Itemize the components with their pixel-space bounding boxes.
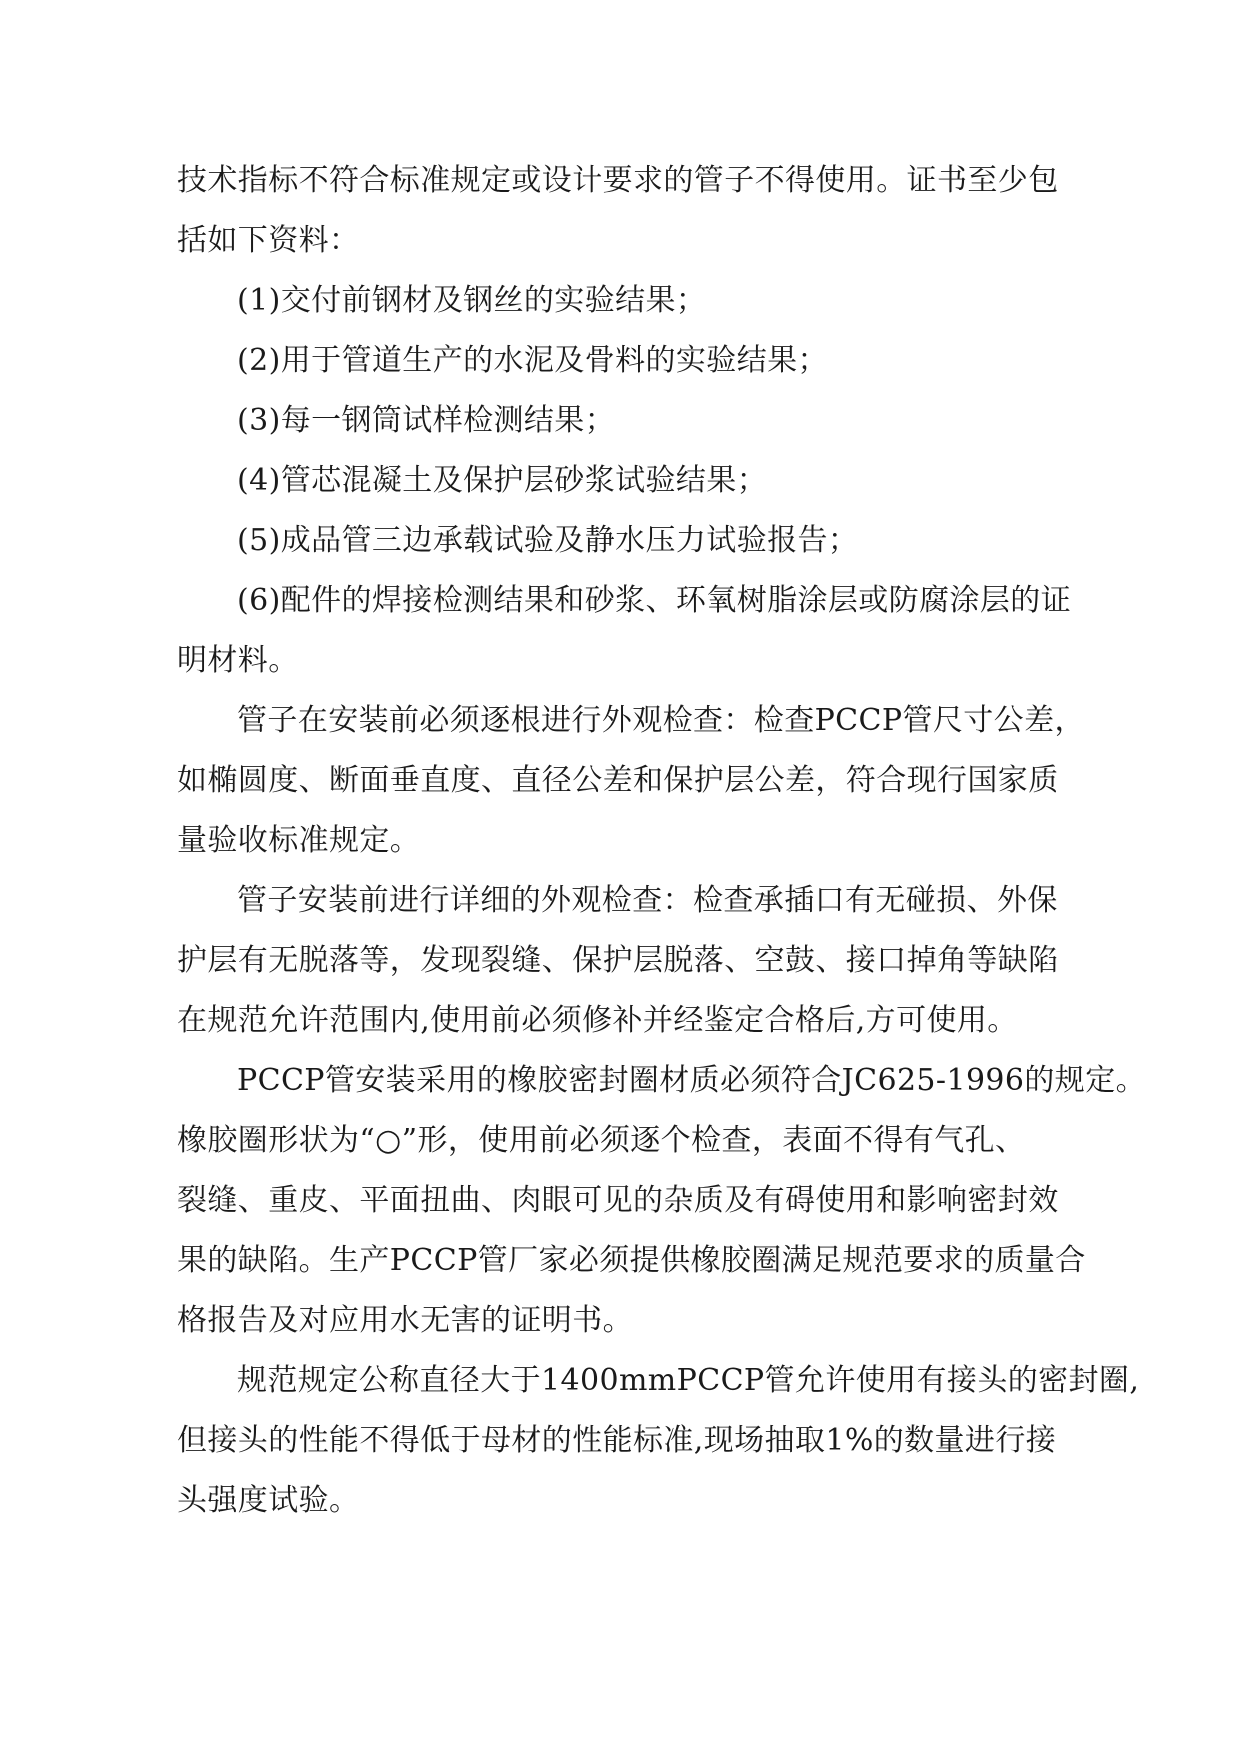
list-item-concrete-tests xyxy=(177,451,1077,511)
text-line: 果的缺陷。生产PCCP管厂家必须提供橡胶圈满足规范要求的质量合 xyxy=(177,1243,1086,1278)
text-line: (1)交付前钢材及钢丝的实验结果； xyxy=(237,283,707,318)
text-line: PCCP管安装采用的橡胶密封圈材质必须符合JC625-1996的规定。 xyxy=(237,1063,1147,1098)
text-line: 护层有无脱落等，发现裂缝、保护层脱落、空鼓、接口掉角等缺陷 xyxy=(177,943,1059,978)
list-item-fittings-proof xyxy=(177,571,1077,691)
text-line: 量验收标准规定。 xyxy=(177,823,421,858)
list-item-steel-tests xyxy=(177,271,1077,331)
list-item-pipe-tests xyxy=(177,511,1077,571)
text-line: (3)每一钢筒试样检测结果； xyxy=(237,403,616,438)
paragraph-seal-joints xyxy=(177,1351,1140,1531)
text-line: 在规范允许范围内,使用前必须修补并经鉴定合格后,方可使用。 xyxy=(177,1003,1018,1038)
paragraph-requirements-intro xyxy=(177,151,1077,271)
text-line: 橡胶圈形状为“○”形，使用前必须逐个检查，表面不得有气孔、 xyxy=(177,1123,1026,1158)
text-line: (2)用于管道生产的水泥及骨料的实验结果； xyxy=(237,343,828,378)
text-line: (4)管芯混凝土及保护层砂浆试验结果； xyxy=(237,463,768,498)
text-line: 括如下资料： xyxy=(177,223,360,258)
text-line: 技术指标不符合标准规定或设计要求的管子不得使用。证书至少包 xyxy=(177,163,1059,198)
document-body xyxy=(177,151,1147,1531)
list-item-cement-tests xyxy=(177,331,1077,391)
text-line: (6)配件的焊接检测结果和砂浆、环氧树脂涂层或防腐涂层的证 xyxy=(237,583,1072,618)
text-line: 规范规定公称直径大于1400mmPCCP管允许使用有接头的密封圈, xyxy=(237,1363,1140,1398)
list-item-cylinder-tests xyxy=(177,391,1077,451)
text-line: 管子在安装前必须逐根进行外观检查：检查PCCP管尺寸公差， xyxy=(237,703,1085,738)
text-line: 但接头的性能不得低于母材的性能标准,现场抽取1%的数量进行接 xyxy=(177,1423,1057,1458)
text-line: 明材料。 xyxy=(177,643,299,678)
text-line: 格报告及对应用水无害的证明书。 xyxy=(177,1303,633,1338)
text-line: 管子安装前进行详细的外观检查：检查承插口有无碰损、外保 xyxy=(237,883,1058,918)
paragraph-rubber-seal xyxy=(177,1051,1147,1351)
text-line: 裂缝、重皮、平面扭曲、肉眼可见的杂质及有碍使用和影响密封效 xyxy=(177,1183,1059,1218)
paragraph-appearance-check xyxy=(177,691,1085,871)
text-line: 如椭圆度、断面垂直度、直径公差和保护层公差，符合现行国家质 xyxy=(177,763,1059,798)
text-line: 头强度试验。 xyxy=(177,1483,360,1518)
text-line: (5)成品管三边承载试验及静水压力试验报告； xyxy=(237,523,859,558)
paragraph-detailed-inspection xyxy=(177,871,1077,1051)
